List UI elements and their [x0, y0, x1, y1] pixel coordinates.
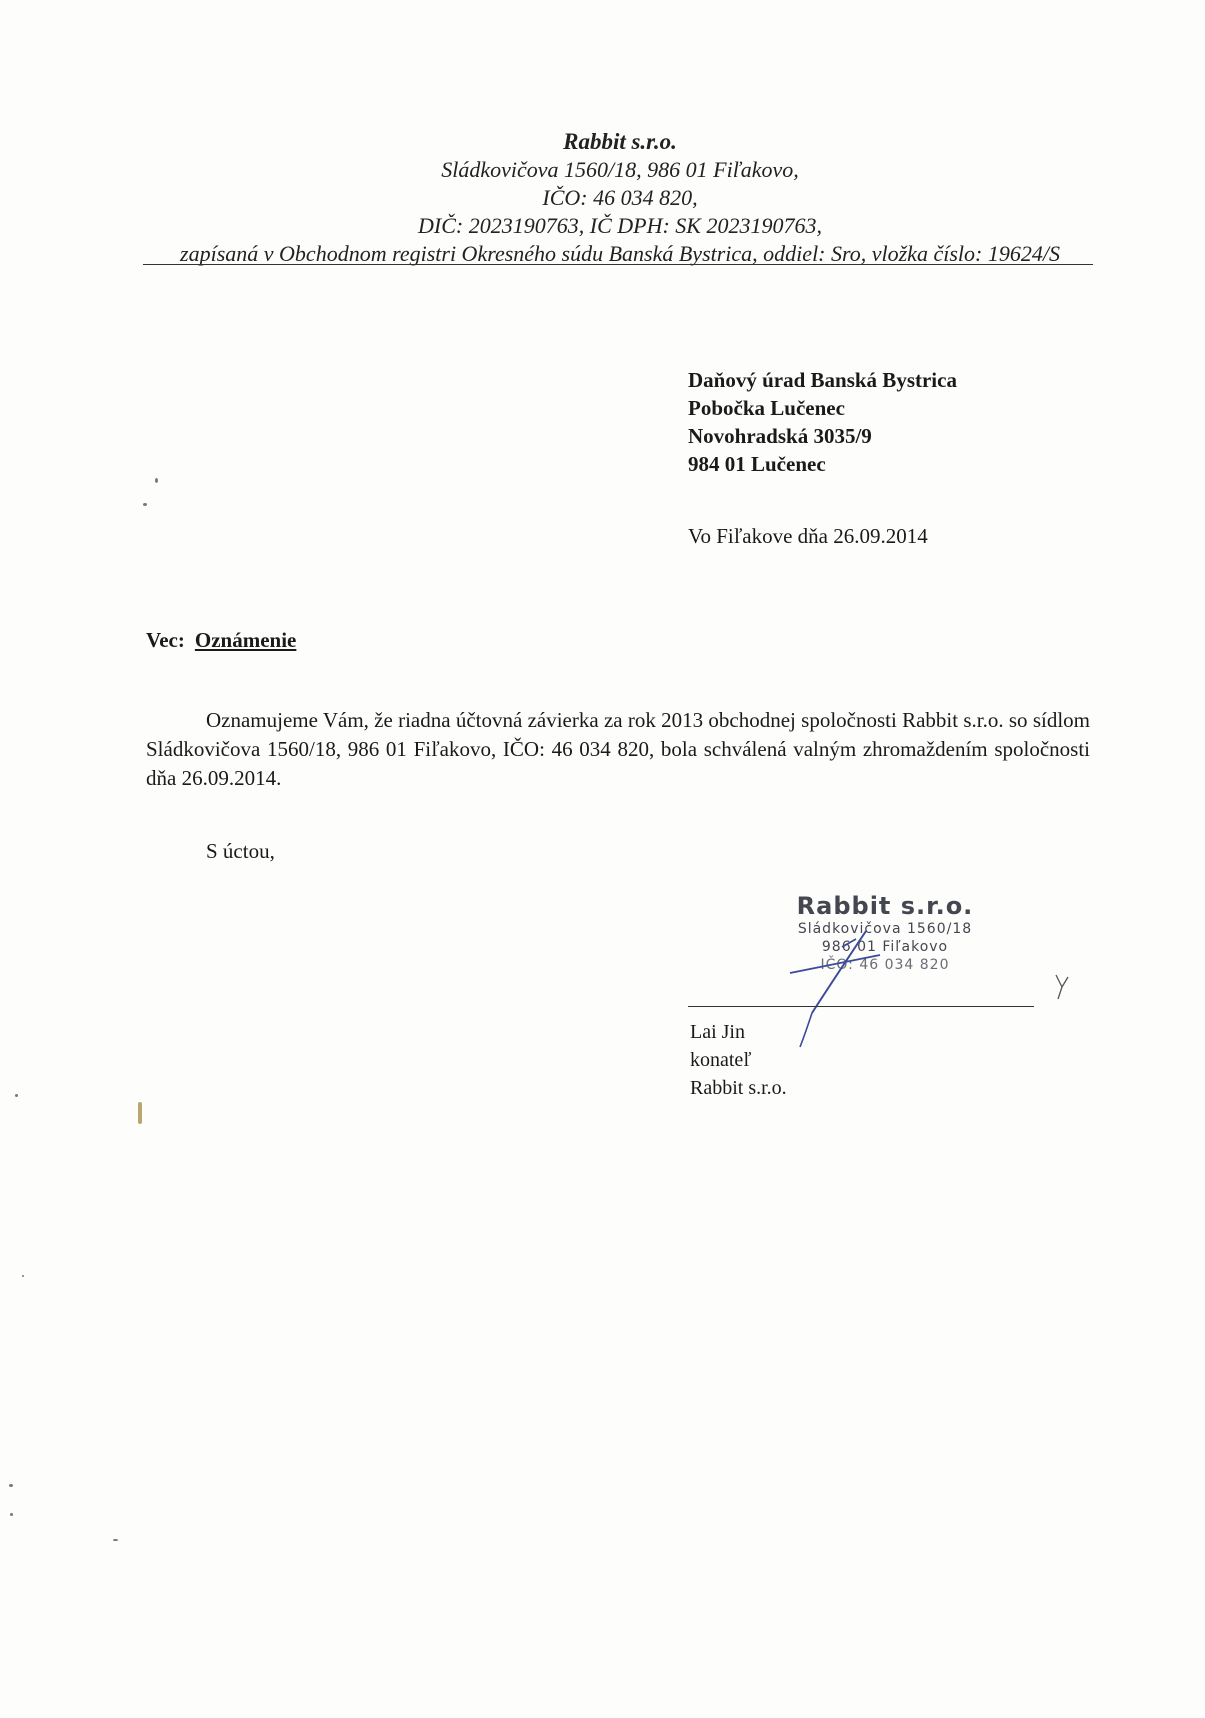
letterhead-company: Rabbit s.r.o.	[563, 129, 677, 154]
scan-speck	[15, 1094, 18, 1097]
letter-body	[146, 706, 1090, 793]
letterhead-tax: DIČ: 2023190763, IČ DPH: SK 2023190763,	[418, 213, 822, 238]
scan-speck	[22, 1275, 24, 1277]
signatory-company: Rabbit s.r.o.	[690, 1077, 787, 1099]
recipient-line-4: 984 01 Lučenec	[688, 452, 826, 476]
recipient-line-3: Novohradská 3035/9	[688, 424, 872, 448]
letterhead	[140, 128, 1100, 268]
body-paragraph: Oznamujeme Vám, že riadna účtovná závierka za rok 2013 obchodnej spoločnosti Rabbit s.r.o. so sídlom Sládkovičova 1560/18, 986 01 Fiľakovo, IČO: 46 034 820, bola schválená valným zhromaždením spoločnosti dňa 26.09.2014.	[146, 708, 1090, 790]
letterhead-ico: IČO: 46 034 820,	[542, 185, 698, 210]
stamp-city: 986 01 Fiľakovo	[821, 939, 949, 955]
scan-speck	[10, 1513, 13, 1516]
recipient-line-2: Pobočka Lučenec	[688, 396, 845, 420]
scan-speck	[9, 1484, 13, 1487]
letterhead-registry: zapísaná v Obchodnom registri Okresného súdu Banská Bystrica, oddiel: Sro, vložka číslo: 19624/S	[180, 241, 1060, 266]
handwritten-signature-icon	[770, 925, 910, 1065]
pen-mark-icon	[1052, 973, 1072, 1001]
signatory-role: konateľ	[690, 1049, 752, 1071]
scan-speck	[155, 478, 158, 483]
stamp-street: Sládkovičova 1560/18	[797, 921, 973, 937]
stamp-ico: IČO: 46 034 820	[820, 957, 950, 973]
date-line: Vo Fiľakove dňa 26.09.2014	[688, 524, 928, 548]
closing-salutation: S úctou,	[206, 839, 275, 863]
scan-speck	[143, 503, 147, 506]
subject-value: Oznámenie	[194, 628, 297, 652]
subject-line	[146, 628, 296, 653]
signature-line	[688, 1006, 1034, 1007]
signatory-name: Lai Jin	[690, 1021, 745, 1043]
signatory-block	[690, 1018, 787, 1102]
letterhead-divider	[143, 264, 1093, 265]
scan-speck	[138, 1102, 142, 1124]
recipient-address	[688, 366, 957, 478]
subject-label: Vec:	[146, 628, 185, 652]
letterhead-address: Sládkovičova 1560/18, 986 01 Fiľakovo,	[441, 157, 799, 182]
recipient-line-1: Daňový úrad Banská Bystrica	[688, 368, 957, 392]
stamp-company-name: Rabbit s.r.o.	[796, 892, 974, 920]
scan-speck	[113, 1539, 118, 1541]
